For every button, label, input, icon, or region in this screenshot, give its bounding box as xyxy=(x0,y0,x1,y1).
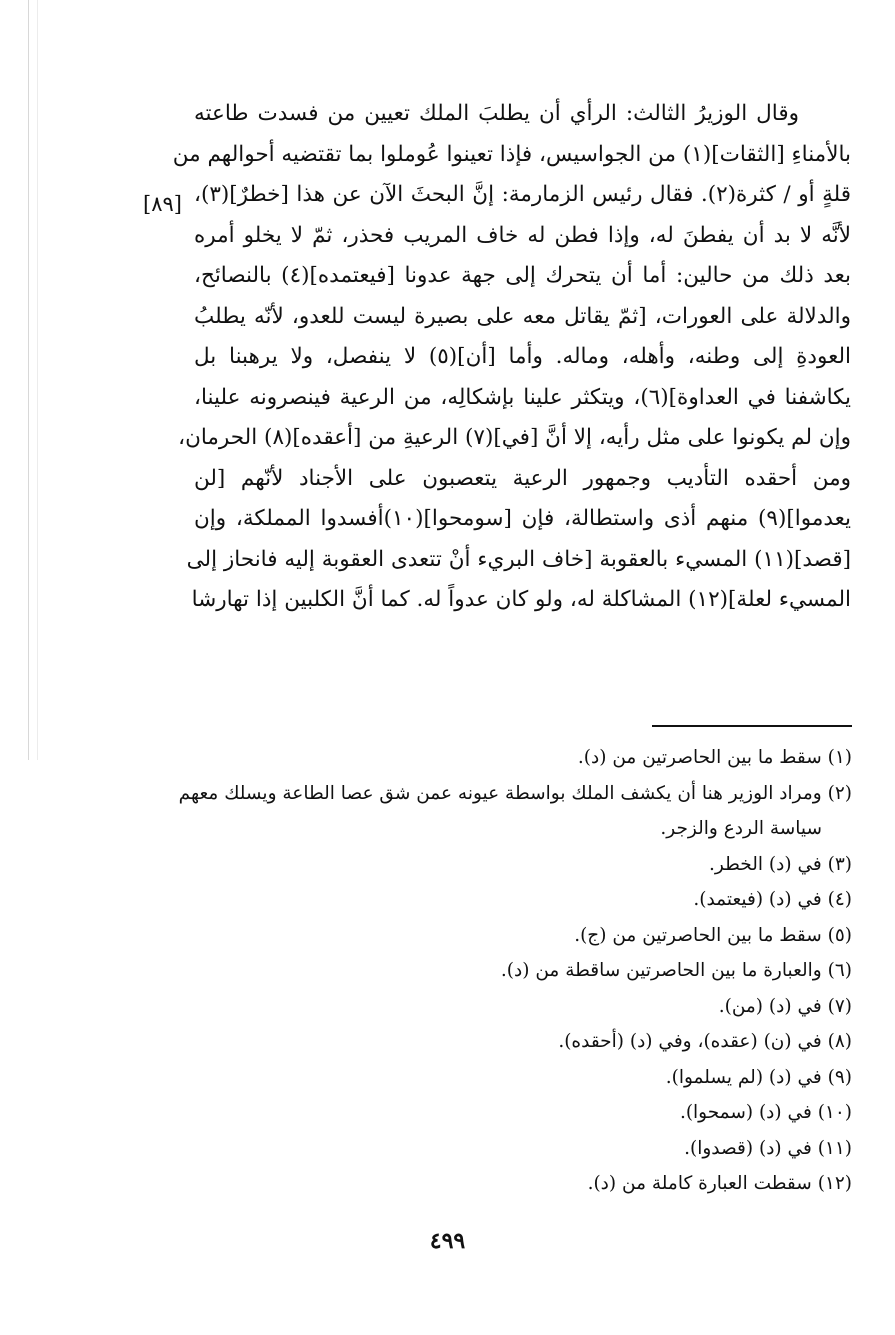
footnote-marker: (٧) xyxy=(827,995,852,1017)
body-line: وإن لم يكونوا على مثل رأيه، إلا أنَّ [في](٧) الرعيةِ من [أعقده](٨) الحرمان، xyxy=(178,425,851,450)
footnote-item xyxy=(180,1166,852,1202)
footnote-item xyxy=(180,1060,852,1096)
footnote-marker: (٢) xyxy=(827,782,852,804)
body-line: والدلالة على العورات، [ثمّ يقاتل معه على بصيرة ليست للعدو، لأنّه يطلبُ xyxy=(194,303,851,329)
body-line: بالأمناءِ [الثقات](١) من الجواسيس، فإذا تعينوا عُوملوا بما تقتضيه أحوالهم من xyxy=(172,141,851,167)
footnote-text: سقطت العبارة كاملة من (د). xyxy=(587,1173,812,1194)
main-text-block xyxy=(172,94,852,621)
footnote-text: في (د) (فيعتمد). xyxy=(693,889,822,910)
footnote-text: والعبارة ما بين الحاصرتين ساقطة من (د). xyxy=(500,960,822,981)
body-line: وقال الوزيرُ الثالث: الرأي أن يطلبَ الملك تعيين من فسدت طاعته xyxy=(194,101,799,126)
footnote-text: في (د) (لم يسلموا). xyxy=(665,1066,822,1088)
footnote-marker: (٤) xyxy=(827,889,852,910)
footnote-item xyxy=(180,989,852,1025)
footnote-text: سقط ما بين الحاصرتين من (ج). xyxy=(574,924,822,946)
footnote-marker: (١٠) xyxy=(817,1102,852,1123)
footnote-marker: (٨) xyxy=(827,1031,852,1052)
footnote-item xyxy=(180,847,852,883)
footnotes-list xyxy=(180,740,852,1202)
footnote-item xyxy=(180,953,852,989)
side-reference: [٨٩] xyxy=(143,192,182,216)
footnote-marker: (١١) xyxy=(817,1137,852,1159)
footnote-marker: (٣) xyxy=(827,853,852,875)
footnote-text: في (د) (من). xyxy=(718,995,822,1017)
body-line: قلةٍ أو / كثرة(٢). فقال رئيس الزمارمة: إنَّ البحثَ الآن عن هذا [خطرٌ](٣)، xyxy=(194,182,851,207)
footnote-item xyxy=(180,882,852,918)
footnote-text: سقط ما بين الحاصرتين من (د). xyxy=(577,747,822,768)
body-line: لأنَّه لا بد أن يفطنَ له، وإذا فطن له خاف المريب فحذر، ثمّ لا يخلو أمره xyxy=(194,222,851,248)
footnote-item xyxy=(180,1024,852,1060)
body-line: العودةِ إلى وطنه، وأهله، وماله. وأما [أن](٥) لا ينفصل، ولا يرهبنا بل xyxy=(194,344,852,369)
footnote-item xyxy=(180,918,852,954)
footnote-text: في (د) (سمحوا). xyxy=(679,1102,812,1123)
footnote-marker: (٦) xyxy=(827,960,852,981)
footnote-item xyxy=(180,1095,852,1131)
body-line: يكاشفنا في العداوة](٦)، ويتكثر علينا بإشكالِه، من الرعية فينصرونه علينا، xyxy=(194,384,852,410)
footnote-marker: (٩) xyxy=(827,1066,852,1088)
footnote-text: ومراد الوزير هنا أن يكشف الملك بواسطة عيونه عمن شق عصا الطاعة ويسلك معهم xyxy=(178,782,822,804)
footnote-item xyxy=(180,1131,852,1167)
body-line: ومن أحقده التأديب وجمهور الرعية يتعصبون على الأجناد لأنّهم [لن xyxy=(194,465,851,491)
footnote-text: في (د) (قصدوا). xyxy=(684,1137,812,1159)
footnote-marker: (١٢) xyxy=(817,1173,852,1194)
footnote-marker: (١) xyxy=(827,747,852,768)
body-line: يعدموا](٩) منهم أذى واستطالة، فإن [سومحوا](١٠)أفسدوا المملكة، وإن xyxy=(194,506,851,531)
footnote-marker: (٥) xyxy=(827,924,852,946)
body-line: المسيء لعلة](١٢) المشاكلة له، ولو كان عدواً له. كما أنَّ الكلبين إذا تهارشا xyxy=(191,587,851,612)
footnote-separator xyxy=(652,725,852,727)
footnote-item xyxy=(180,776,852,812)
body-line: [قصد](١١) المسيء بالعقوبة [خاف البريء أنْ تتعدى العقوبة إليه فانحاز إلى xyxy=(186,546,851,572)
footnote-continuation: سياسة الردع والزجر. xyxy=(660,818,822,839)
footnote-text: في (ن) (عقده)، وفي (د) (أحقده). xyxy=(558,1031,822,1052)
footnote-item xyxy=(180,740,852,776)
page-number: ٤٩٩ xyxy=(429,1228,466,1254)
binding-margin-rule xyxy=(28,0,38,760)
footnote-text: في (د) الخطر. xyxy=(709,853,822,875)
body-line: بعد ذلك من حالين: أما أن يتحرك إلى جهة عدونا [فيعتمده](٤) بالنصائح، xyxy=(194,263,852,288)
